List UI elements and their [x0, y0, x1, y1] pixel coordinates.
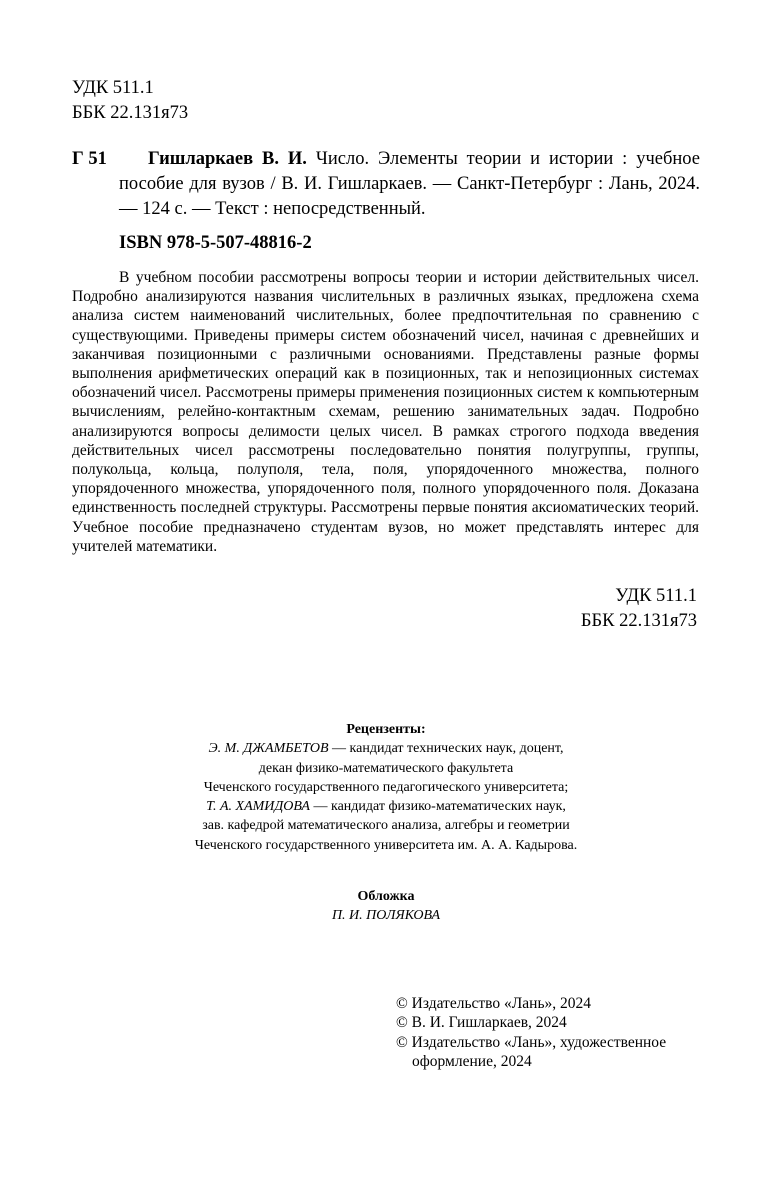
copyright-block: [396, 994, 716, 1071]
reviewers-block: [72, 720, 700, 855]
copyright-line-1: © Издательство «Лань», 2024: [396, 995, 592, 1012]
header-classification: [72, 76, 188, 126]
cover-designer: П. И. ПОЛЯКОВА: [331, 908, 441, 924]
udk-code-bottom: УДК 511.1: [615, 586, 697, 606]
reviewer-2-title: — кандидат физико-математических наук,: [309, 799, 566, 815]
bibliographic-entry: [72, 147, 700, 222]
author-sign-code: Г 51: [72, 149, 107, 169]
abstract: В учебном пособии рассмотрены вопросы теории и истории действительных чисел. Подробно анализируются названия числительных в различных языках, предложена схема анализа систем наименований числительных, более предпочтительная по сравнению с существующими. Приведены примеры систем обозначений чисел, начиная с древнейших и заканчивая позиционными с различными основаниями. Представлены разные формы выполнения арифметических операций как в позиционных, так и непозиционных системах обозначений чисел. Рассмотрены примеры применения позиционных систем к компьютерным вычислениям, релейно-контактным схемам, решению занимательных задач. Подробно анализируются вопросы делимости целых чисел. В рамках строгого подхода введения действительных чисел рассмотрены последовательно понятия полугруппы, группы, полукольца, кольца, полуполя, тела, поля, упорядоченного множества, полного упорядоченного множества, упорядоченного поля, полного упорядоченного поля. Доказана единственность последней структуры. Рассмотрены первые понятия аксиоматических теорий. Учебное пособие предназначено студентам вузов, но может представлять интерес для учителей математики.: [72, 269, 699, 555]
footer-classification: [581, 584, 697, 634]
author-name: Гишларкаев В. И.: [148, 149, 307, 169]
cover-heading: Обложка: [357, 889, 415, 904]
reviewer-2-line-2: зав. кафедрой математического анализа, алгебры и геометрии: [202, 818, 570, 834]
copyright-line-2: © В. И. Гишларкаев, 2024: [396, 1014, 567, 1032]
reviewer-2-name: Т. А. ХАМИДОВА: [206, 799, 310, 815]
reviewer-1-line-3: Чеченского государственного педагогического университета;: [203, 779, 569, 795]
isbn: ISBN 978-5-507-48816-2: [119, 233, 312, 253]
reviewer-1-name: Э. М. ДЖАМБЕТОВ: [208, 741, 329, 757]
reviewer-1-title: — кандидат технических наук, доцент,: [328, 741, 564, 757]
udk-code: УДК 511.1: [72, 78, 154, 98]
reviewer-1-line-1: [72, 739, 700, 758]
reviewer-2-line-1: [72, 797, 700, 816]
reviewer-2-line-3: Чеченского государственного университета им. А. А. Кадырова.: [194, 837, 578, 853]
bibliographic-description: [119, 147, 700, 222]
bbk-code: ББК 22.131я73: [72, 103, 189, 123]
bbk-code-bottom: ББК 22.131я73: [580, 611, 697, 631]
book-description: Число. Элементы теории и истории : учебное пособие для вузов / В. И. Гишларкаев. — Санкт-Петербург : Лань, 2024. — 124 с. — Текст : непосредственный.: [119, 149, 700, 219]
copyright-line-3: © Издательство «Лань», художественное: [396, 1033, 667, 1051]
cover-credit: [72, 887, 700, 926]
reviewer-1-line-2: декан физико-математического факультета: [258, 760, 514, 776]
copyright-line-4: оформление, 2024: [412, 1052, 532, 1070]
reviewers-heading: Рецензенты:: [346, 722, 426, 737]
